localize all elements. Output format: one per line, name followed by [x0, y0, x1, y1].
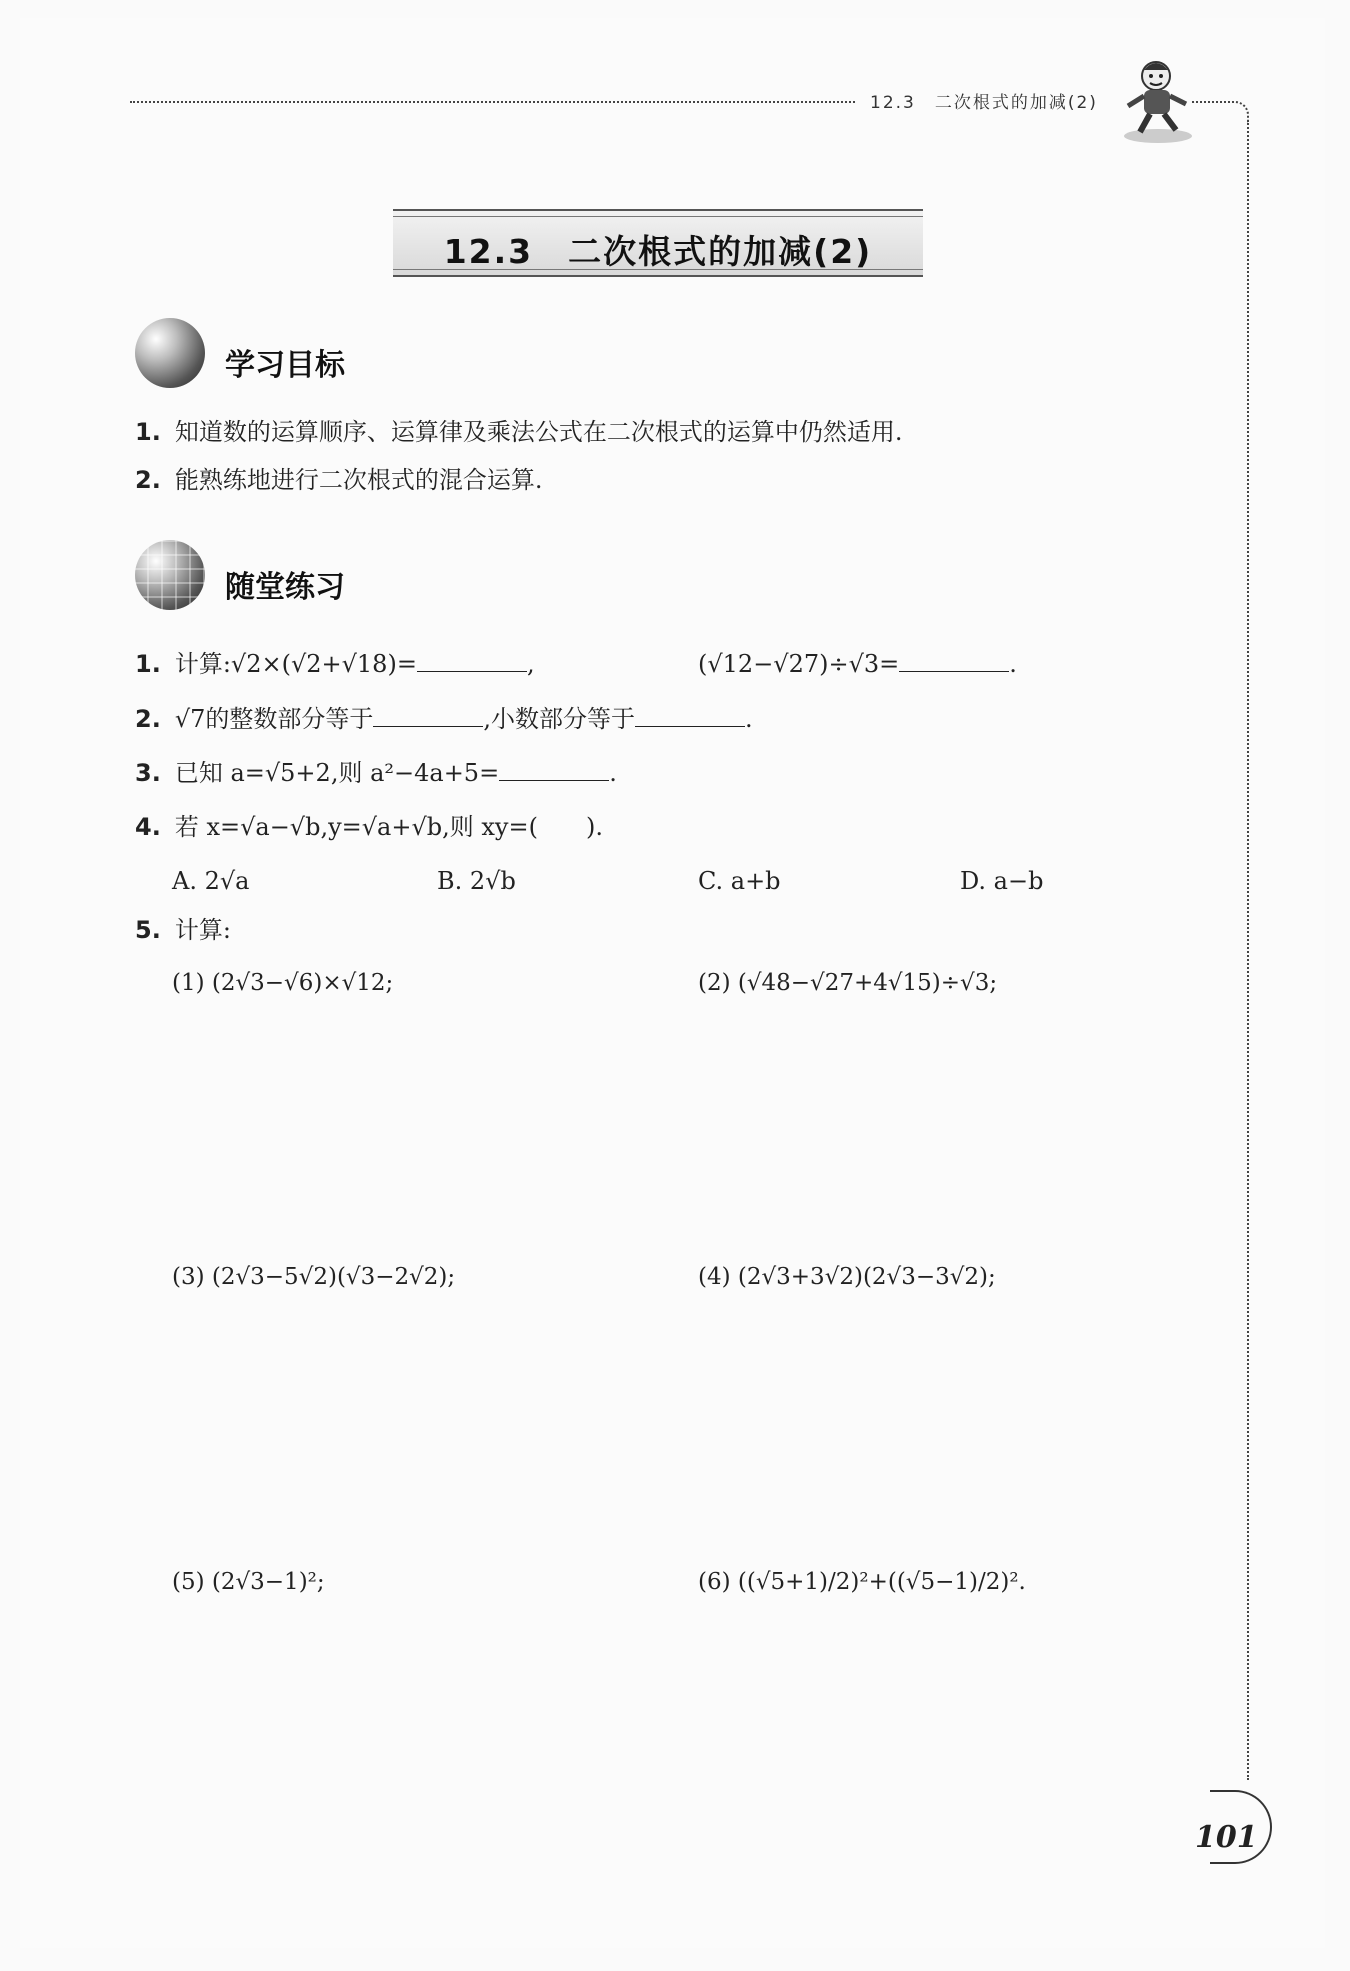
answer-blank[interactable]	[373, 704, 483, 727]
question-5-number: 5.	[135, 916, 161, 944]
section-title-box	[393, 209, 923, 277]
question-4	[135, 811, 603, 843]
objective-2-number: 2.	[135, 466, 161, 494]
question-1b-text: (√12−√27)÷√3=	[698, 650, 900, 678]
header-dotted-rule	[130, 101, 855, 103]
option-c[interactable]: C. a+b	[698, 867, 781, 895]
objective-1	[135, 416, 902, 448]
subquestion-1: (1) (2√3−√6)×√12;	[172, 970, 394, 996]
practice-heading: 随堂练习	[225, 570, 345, 605]
question-2-end: .	[745, 705, 753, 733]
question-4-text: 若 x=√a−√b,y=√a+√b,则 xy=( ).	[174, 813, 603, 841]
question-2b-text: ,小数部分等于	[483, 705, 636, 733]
subquestion-4: (4) (2√3+3√2)(2√3−3√2);	[698, 1264, 996, 1290]
objective-1-text: 知道数的运算顺序、运算律及乘法公式在二次根式的运算中仍然适用.	[174, 418, 903, 446]
question-1b	[698, 648, 1017, 680]
question-3-text: 已知 a=√5+2,则 a²−4a+5=	[174, 759, 500, 787]
question-2a-text: √7的整数部分等于	[174, 705, 374, 733]
option-a[interactable]: A. 2√a	[172, 867, 250, 895]
section-title: 12.3 二次根式的加减(2)	[443, 232, 873, 271]
sphere-icon	[135, 318, 205, 388]
question-4-number: 4.	[135, 813, 161, 841]
question-1a-text: 计算:√2×(√2+√18)=	[174, 650, 417, 678]
question-3	[135, 757, 617, 789]
objective-2-text: 能熟练地进行二次根式的混合运算.	[174, 466, 543, 494]
subquestion-3: (3) (2√3−5√2)(√3−2√2);	[172, 1264, 456, 1290]
objectives-heading: 学习目标	[225, 348, 345, 383]
question-1-number: 1.	[135, 650, 161, 678]
question-3-end: .	[609, 759, 617, 787]
answer-blank[interactable]	[417, 649, 527, 672]
question-2-number: 2.	[135, 705, 161, 733]
question-1a	[135, 648, 535, 680]
objective-1-number: 1.	[135, 418, 161, 446]
globe-icon	[135, 540, 205, 610]
subquestion-2: (2) (√48−√27+4√15)÷√3;	[698, 970, 998, 996]
right-dotted-rule	[1247, 120, 1249, 1780]
mascot-icon	[1118, 56, 1196, 144]
page-number: 101	[1195, 1820, 1258, 1855]
question-3-number: 3.	[135, 759, 161, 787]
answer-blank[interactable]	[635, 704, 745, 727]
question-5	[135, 914, 231, 946]
answer-blank[interactable]	[499, 758, 609, 781]
answer-blank[interactable]	[899, 649, 1009, 672]
header-dotted-corner	[1192, 101, 1249, 123]
question-1a-end: ,	[526, 650, 535, 678]
subquestion-6: (6) ((√5+1)/2)²+((√5−1)/2)².	[698, 1569, 1026, 1595]
question-1b-end: .	[1009, 650, 1017, 678]
objective-2	[135, 464, 542, 496]
subquestion-5: (5) (2√3−1)²;	[172, 1569, 325, 1595]
running-title: 12.3 二次根式的加减(2)	[870, 93, 1098, 113]
question-2	[135, 703, 753, 735]
question-5-text: 计算:	[174, 916, 231, 944]
option-d[interactable]: D. a−b	[960, 867, 1044, 895]
option-b[interactable]: B. 2√b	[437, 867, 516, 895]
